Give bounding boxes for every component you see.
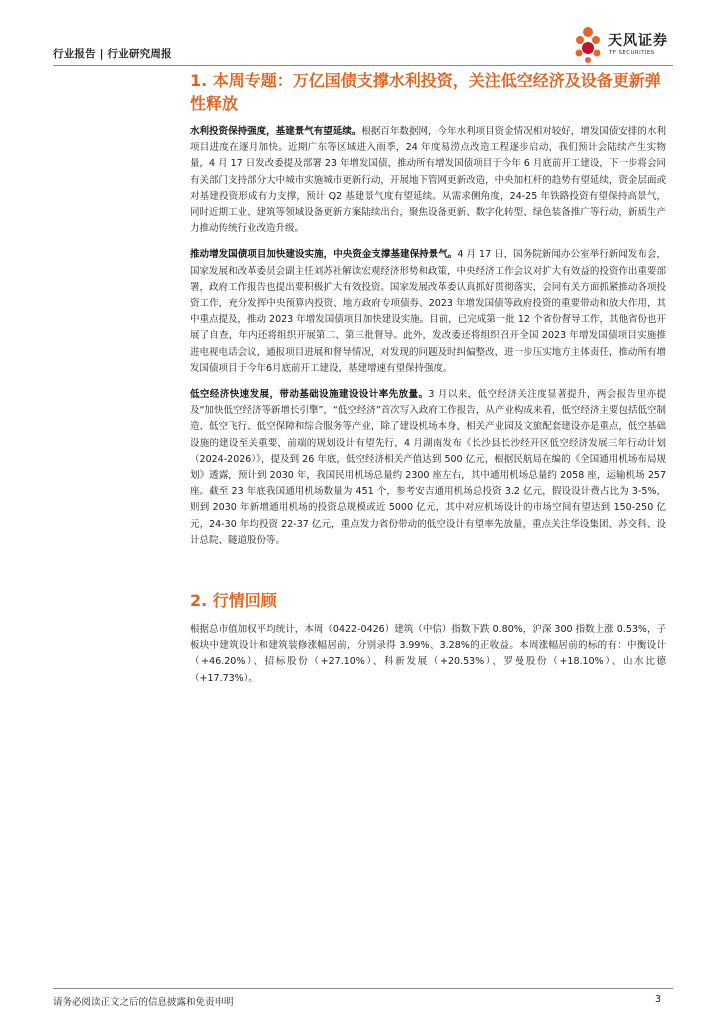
footer-divider	[53, 988, 673, 989]
paragraph-body: 根据百年数据网，今年水利项目资金情况相对较好，增发国债安排的水利项目进度在逐月加快。近期广东等区域进入雨季，24 年度易涝点改造工程逐步启动，我们预计会陆续产生实物量，4 月 17 日发改委提及部署 23 年增发国债，推动所有增发国债项目于今年 6 月底前开工建设，下一步将会同有关部门支持部分大中城市实施城市更新行动，开展地下管网更新改造，中央加杠杆的趋势有望延续，资金层面或对基建投资形成有力支撑，预计 Q2 基建景气度有望延续。从需求侧角度，24-25 年铁路投资有望保持高景气，同时近期工业、建筑等领域设备更新方案陆续出台，聚焦设备更新、数字化转型、绿色装备推广等行动，新质生产力推动传统行业改造升级。	[190, 126, 666, 235]
paragraph-lead: 水利投资保持强度，基建景气有望延续。	[190, 126, 362, 137]
paragraph-market-review: 根据总市值加权平均统计，本周（0422-0426）建筑（中信）指数下跌 0.80%，沪深 300 指数上涨 0.53%，子板块中建筑设计和建筑装修涨幅居前，分别录得 3.99%、3.28%的正收益。本周涨幅居前的标的有：中衡设计（+46.20%）、招标股份（+27.10%）、科新发展（+20.53%）、罗曼股份（+18.10%）、山水比德（+17.73%）。	[190, 624, 666, 684]
page-number: 3	[655, 994, 662, 1005]
brand-subtitle: TF SECURITIES	[609, 50, 655, 56]
section-1-heading: 1. 本周专题：万亿国债支撑水利投资，关注低空经济及设备更新弹性释放	[190, 71, 661, 113]
paragraph-low-altitude-economy	[190, 387, 666, 549]
paragraph-lead: 低空经济快速发展，带动基础设施建设设计率先放量。	[190, 389, 429, 401]
paragraph-treasury-bonds	[190, 247, 666, 377]
report-body	[190, 64, 666, 687]
paragraph-water-investment	[190, 124, 666, 237]
paragraph-lead: 推动增发国债项目加快建设实施，中央资金支撑基建保持景气。	[190, 249, 458, 261]
footer-disclaimer: 请务必阅读正文之后的信息披露和免责申明	[53, 997, 234, 1008]
paragraph-body: 4 月 17 日，国务院新闻办公室举行新闻发布会，国家发展和改革委员会副主任刘苏社解读宏观经济形势和政策，中央经济工作会议对扩大有效益的投资作出重要部署，政府工作报告也提出要积极扩大有效投资。国家发展改革委认真抓好贯彻落实，会同有关方面抓紧推动各项投资工作，充分发挥中央预算内投资、地方政府专项债券、2023 年增发国债等政府投资的重要带动和放大作用，其中重点提及，推动 2023 年增发国债项目加快建设实施。目前，已完成第一批 12 个省份督导工作，其他省份也开展了自查，年内还将组织开展第二、第三批督导。此外，发改委还将组织召开全国 2023 年增发国债项目实施推进电视电话会议，通报项目进展和督导情况，对发现的问题及时纠偏整改，进一步压实地方主体责任，推动所有增发国债项目于今年6月底前开工建设，基建增速有望保持强度。	[190, 249, 666, 374]
paragraph-body: 3 月以来，低空经济关注度显著提升，两会报告里亦提及“加快低空经济等新增长引擎”，“低空经济”首次写入政府工作报告，从产业构成来看，低空经济主要包括低空制造、低空飞行、低空保障和综合服务等产业，除了建设机场本身，相关产业园及文旅配套建设亦是重点，低空基础设施的建设至关重要，前端的规划设计有望先行，4 月湖南发布《长沙县长沙经开区低空经济发展三年行动计划（2024-2026）》，提及到 26 年底，低空经济相关产值达到 500 亿元，根据民航局在编的《全国通用机场布局规划》透露，预计到 2030 年，我国民用机场总量约 2300 座左右，其中通用机场总量约 2058 座，运输机场 257 座。截至 23 年底我国通用机场数量为 451 个，参考安吉通用机场总投资 3.2 亿元，假设设计费占比为 3-5%，则到 2030 年新增通用机场的投资总规模或近 5000 亿元，其中对应机场设计的市场空间有望达到 150-250 亿元，24-30 年均投资 22-37 亿元，重点发力省份带动的低空设计有望率先放量，重点关注华设集团、苏交科、设计总院、隧道股份等。	[190, 389, 666, 546]
page-header-title: 行业报告 | 行业研究周报	[53, 48, 172, 60]
section-2-heading: 2. 行情回顾	[190, 591, 277, 611]
brand-name: 天风证券	[608, 33, 668, 49]
